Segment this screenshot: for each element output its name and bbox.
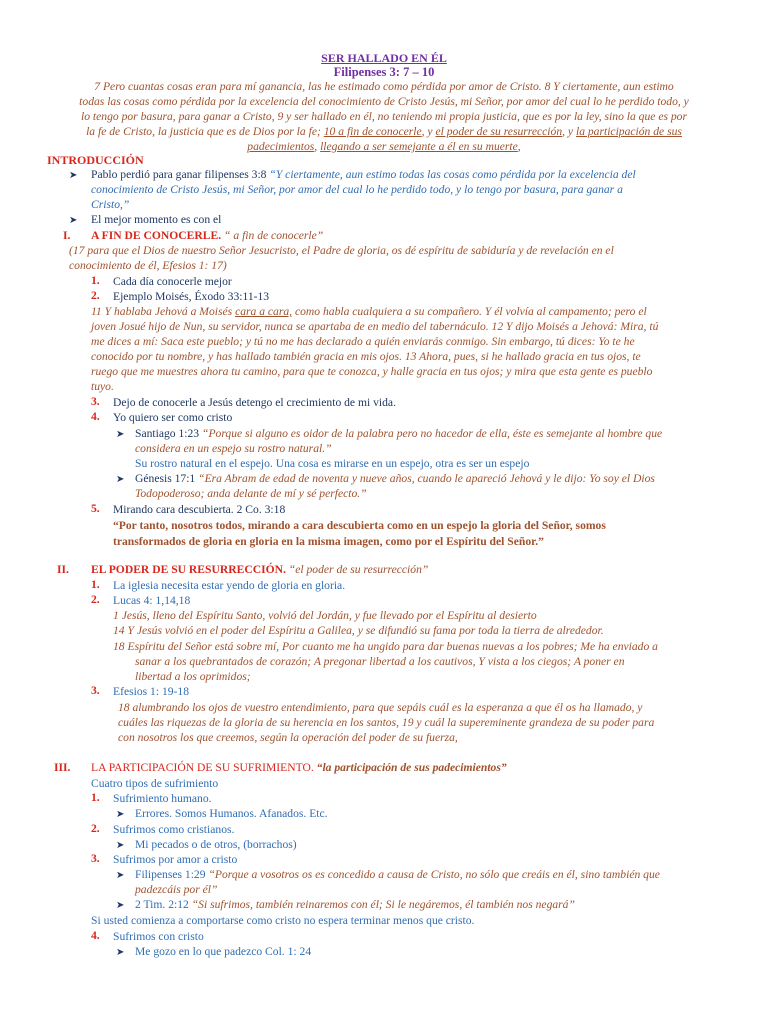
verse-line: joven Josué hijo de Nun, su servidor, nunca se apartaba de en medio del tabernáculo. 12 Y dijo Moisés a Jehová: Mira, tú: [91, 320, 659, 333]
sub-bullet-quote: “Porque si alguno es oidor de la palabra pero no hacedor de ella, éste es semejante al hombre que: [202, 427, 663, 440]
list-number: 2.: [91, 822, 100, 835]
quote-line: transformados de gloria en gloria en la misma imagen, como por el Espíritu del Señor.”: [113, 535, 544, 548]
bullet-arrow-icon: ➤: [69, 170, 78, 181]
sub-bullet-ref: Santiago 1:23: [135, 427, 200, 440]
sub-bullet-ref: Génesis 17:1: [135, 472, 196, 485]
sub-bullet-quote: considera en un espejo su rostro natural.”: [135, 442, 332, 455]
underlined-phrase: el poder de su resurrección: [435, 125, 563, 138]
section-heading-quote: “la participación de sus padecimientos”: [316, 761, 507, 774]
verse-line: sanar a los quebrantados de corazón; A pregonar libertad a los cautivos, Y vista a los ciegos; A poner en: [135, 655, 625, 668]
list-number: 1.: [91, 274, 100, 287]
list-item: Mirando cara descubierta. 2 Co. 3:18: [113, 503, 286, 516]
passage-line: 7 Pero cuantas cosas eran para mí ganancia, las he estimado como pérdida por amor de Cristo. 8 Y ciertamente, aun estimo: [94, 80, 674, 93]
list-item: Dejo de conocerle a Jesús detengo el crecimiento de mi vida.: [113, 396, 396, 409]
list-number: 2.: [91, 593, 100, 606]
verse-line: tuyo.: [91, 380, 114, 393]
list-item: Cada día conocerle mejor: [113, 275, 232, 288]
list-item: Efesios 1: 19-18: [113, 685, 189, 698]
bullet-arrow-icon: ➤: [116, 947, 125, 958]
verse-line: 18 Espíritu del Señor está sobre mí, Por cuanto me ha ungido para dar buenas nuevas a los pobres; Me ha enviado a: [113, 640, 658, 653]
list-number: 5.: [91, 502, 100, 515]
section-heading-text: A FIN DE CONOCERLE.: [91, 229, 222, 242]
intro-bullet: [91, 168, 636, 183]
bullet-arrow-icon: ➤: [116, 870, 125, 881]
bullet-arrow-icon: ➤: [116, 900, 125, 911]
sub-bullet: [135, 868, 660, 883]
sub-bullet-quote: “Si sufrimos, también reinaremos con él; Si le negáremos, él también nos negará”: [191, 898, 575, 911]
list-number: 4.: [91, 410, 100, 423]
section-note: Si usted comienza a comportarse como cristo no espera terminar menos que cristo.: [91, 914, 475, 927]
scripture-reference: Filipenses 3: 7 – 10: [333, 65, 435, 79]
verse-line: conocimiento de él, Efesios 1: 17): [69, 259, 227, 272]
verse-line: ruego que me muestres ahora tu camino, para que te conozca, y halle gracia en tus ojos; y mira que esta gente es pueblo: [91, 365, 653, 378]
intro-quote: “Y ciertamente, aun estimo todas las cosas como pérdida por la excelencia del: [269, 168, 636, 181]
sub-bullet: [135, 472, 655, 487]
sub-bullet: [135, 898, 575, 913]
list-number: 4.: [91, 929, 100, 942]
list-number: 3.: [91, 395, 100, 408]
verse-line: con nosotros los que creemos, según la operación del poder de su fuerza,: [118, 731, 458, 744]
sub-bullet: [135, 427, 662, 442]
list-number: 3.: [91, 852, 100, 865]
list-number: 1.: [91, 578, 100, 591]
passage-line: la fe de Cristo, la justicia que es de Dios por la fe; 10 a fin de conocerle, y el poder de su resurrección, y la participación de sus: [86, 125, 682, 138]
verse-line: (17 para que el Dios de nuestro Señor Jesucristo, el Padre de gloria, os dé espíritu de sabiduría y de revelación en el: [69, 244, 614, 257]
sub-bullet-ref: Filipenses 1:29: [135, 868, 206, 881]
list-number: 3.: [91, 684, 100, 697]
sub-bullet: Me gozo en lo que padezco Col. 1: 24: [135, 945, 312, 958]
sub-bullet-quote: “Era Abram de edad de noventa y nueve años, cuando le apareció Jehová y le dijo: Yo soy el Dios: [198, 472, 655, 485]
underlined-phrase: la participación de sus: [575, 125, 682, 138]
verse-line: 18 alumbrando los ojos de vuestro entendimiento, para que sepáis cuál es la esperanza a que él os ha llamado, y: [118, 701, 643, 714]
page-title: SER HALLADO EN ÉL: [321, 51, 447, 65]
verse-text: 11 Y hablaba Jehová a Moisés: [91, 305, 233, 318]
section-heading: [91, 563, 428, 578]
passage-line: todas las cosas como pérdida por la excelencia del conocimiento de Cristo Jesús, mi Señor, por amor del cual lo he perdido todo, y: [79, 95, 689, 108]
intro-quote: conocimiento de Cristo Jesús, mi Señor, por amor del cual lo he perdido todo, y lo tengo por basura, para ganar a: [91, 183, 623, 196]
bullet-arrow-icon: ➤: [116, 429, 125, 440]
underlined-phrase: llegando a ser semejante a él en su muerte: [320, 140, 518, 153]
passage-line: padecimientos, llegando a ser semejante a él en su muerte,: [247, 140, 521, 153]
list-item: Sufrimos como cristianos.: [113, 823, 235, 836]
section-subtitle: Cuatro tipos de sufrimiento: [91, 777, 219, 790]
verse-line: libertad a los oprimidos;: [135, 670, 251, 683]
section-heading: [91, 761, 507, 776]
verse-line: 14 Y Jesús volvió en el poder del Espíritu a Galilea, y se difundió su fama por toda la tierra de alrededor.: [113, 624, 604, 637]
intro-heading: INTRODUCCIÓN: [47, 153, 144, 167]
list-item: Sufrimos con cristo: [113, 930, 204, 943]
passage-text: la fe de Cristo, la justicia que es de Dios por la fe;: [86, 125, 321, 138]
list-item: Sufrimiento humano.: [113, 792, 212, 805]
sub-bullet-ref: 2 Tim. 2:12: [135, 898, 189, 911]
bullet-arrow-icon: ➤: [116, 809, 125, 820]
underlined-phrase: cara a cara,: [235, 305, 293, 318]
verse-line: 1 Jesús, lleno del Espíritu Santo, volvió del Jordán, y fue llevado por el Espíritu al desierto: [113, 609, 537, 622]
sub-bullet: Mi pecados o de otros, (borrachos): [135, 838, 297, 851]
list-number: 2.: [91, 289, 100, 302]
bullet-arrow-icon: ➤: [116, 840, 125, 851]
underlined-phrase: 10 a fin de conocerle: [323, 125, 422, 138]
passage-line: lo tengo por basura, para ganar a Cristo, 9 y ser hallado en él, no teniendo mi propia justicia, que es por la ley, sino la que es por: [81, 110, 687, 123]
list-number: 1.: [91, 791, 100, 804]
list-item: La iglesia necesita estar yendo de gloria en gloria.: [113, 579, 346, 592]
list-item: Ejemplo Moisés, Éxodo 33:11-13: [113, 290, 270, 303]
list-item: Yo quiero ser como cristo: [113, 411, 233, 424]
section-roman: I.: [63, 229, 71, 242]
section-heading-quote: “ a fin de conocerle”: [224, 229, 324, 242]
section-heading: [91, 229, 323, 244]
intro-bullet: El mejor momento es con el: [91, 213, 222, 226]
section-heading-quote: “el poder de su resurrección”: [288, 563, 429, 576]
list-item: Lucas 4: 1,14,18: [113, 594, 191, 607]
sub-bullet-note: Su rostro natural en el espejo. Una cosa es mirarse en un espejo, otra es ser un espejo: [135, 457, 530, 470]
bullet-arrow-icon: ➤: [116, 474, 125, 485]
verse-line: me dices a mí: Saca este pueblo; y tú no me has declarado a quién enviarás conmigo. Sin embargo, tú dices: Yo te he: [91, 335, 635, 348]
section-roman: III.: [54, 761, 71, 774]
verse-line: cuáles las riquezas de la gloria de su herencia en los santos, 19 y cuál la supereminente grandeza de su poder para: [118, 716, 655, 729]
section-heading-text: EL PODER DE SU RESURRECCIÓN.: [91, 563, 286, 576]
quote-line: “Por tanto, nosotros todos, mirando a cara descubierta como en un espejo la gloria del Señor, somos: [113, 519, 606, 532]
bullet-arrow-icon: ➤: [69, 215, 78, 226]
intro-quote: Cristo,”: [91, 198, 130, 211]
sub-bullet-quote: “Porque a vosotros os es concedido a causa de Cristo, no sólo que creáis en él, sino también que: [208, 868, 660, 881]
section-roman: II.: [57, 563, 69, 576]
sub-bullet-quote: Todopoderoso; anda delante de mí y sé perfecto.”: [135, 487, 367, 500]
intro-bullet-label: Pablo perdió para ganar filipenses 3:8: [91, 168, 267, 181]
verse-line: [91, 305, 647, 320]
sub-bullet: Errores. Somos Humanos. Afanados. Etc.: [135, 807, 328, 820]
underlined-phrase: padecimientos: [247, 140, 315, 153]
verse-line: conocido por tu nombre, y has hallado también gracia en mis ojos. 13 Ahora, pues, si he hallado gracia en tus ojos, te: [91, 350, 641, 363]
list-item: Sufrimos por amor a cristo: [113, 853, 238, 866]
sub-bullet-quote: padezcáis por él”: [135, 883, 218, 896]
verse-text: como habla cualquiera a su compañero. Y él volvía al campamento; pero el: [294, 305, 647, 318]
section-heading-text: LA PARTICIPACIÓN DE SU SUFRIMIENTO.: [91, 761, 314, 774]
